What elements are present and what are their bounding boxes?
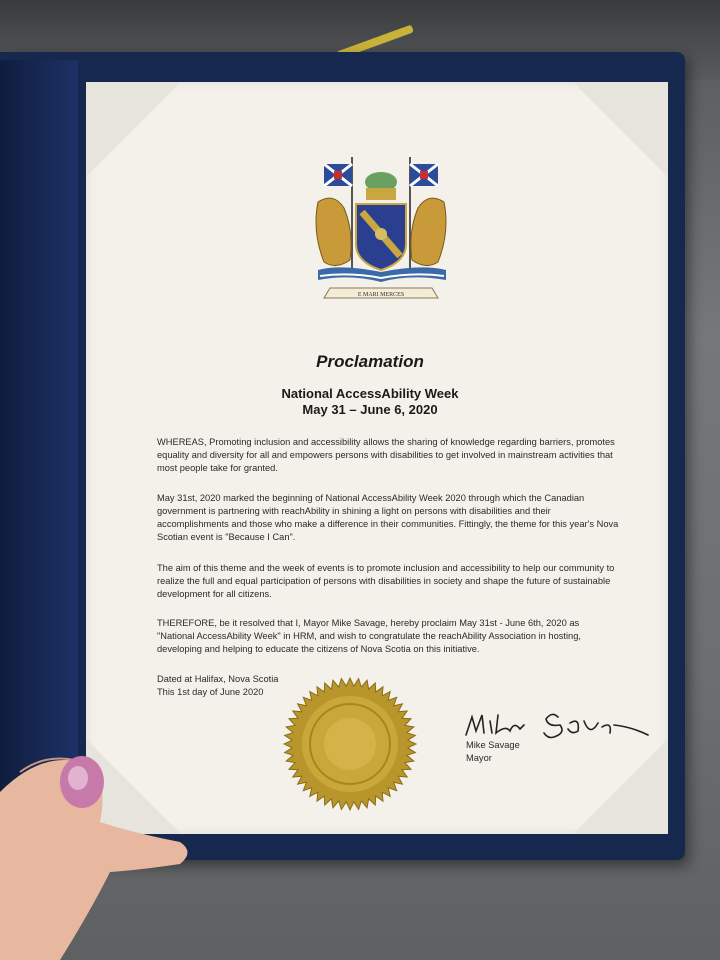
dated-block bbox=[157, 673, 278, 699]
event-dates: May 31 – June 6, 2020 bbox=[302, 402, 438, 417]
coat-of-arms-icon bbox=[310, 152, 452, 304]
paragraph-therefore: THEREFORE, be it resolved that I, Mayor Mike Savage, hereby proclaim May 31st - June 6th, 2020 as "National AccessAbility Week" in HRM, and wish to congratulate the reachAbility Association in hosting, developing and helping to educate the citizens of Nova Scotia on this initiative. bbox=[157, 618, 581, 654]
coat-motto: E MARI MERCES bbox=[357, 292, 405, 298]
event-name: National AccessAbility Week bbox=[281, 386, 459, 401]
paragraph-whereas: WHEREAS, Promoting inclusion and accessibility allows the sharing of knowledge regarding barriers, promotes equality and diversity for all and empowers persons with disabilities to get involved in mainstream activities that most people take for granted. bbox=[157, 437, 615, 473]
photo-corner-top-left bbox=[86, 82, 181, 177]
photo-corner-bottom-right bbox=[573, 739, 668, 834]
photo-corner-top-right bbox=[573, 82, 668, 177]
proclamation-title: Proclamation bbox=[316, 352, 424, 371]
dated-place: Dated at Halifax, Nova Scotia bbox=[157, 674, 279, 684]
signatory-title: Mayor bbox=[466, 753, 492, 763]
signatory-block bbox=[466, 739, 520, 765]
paragraph-aim: The aim of this theme and the week of events is to promote inclusion and accessibility to help our community to realize the full and equal participation of persons with disabilities in society and shape the future of sustainable development for all citizens. bbox=[157, 563, 615, 599]
gold-seal-icon bbox=[282, 676, 418, 812]
dated-day: This 1st day of June 2020 bbox=[157, 687, 264, 697]
folder-left-cover bbox=[0, 60, 78, 855]
paragraph-may-31: May 31st, 2020 marked the beginning of National AccessAbility Week 2020 through which the Canadian government is partnering with reachAbility in shining a light on persons with disabilities and their accomplishments and those who make a difference in their communities. Fittingly, the theme for this year's Nova Scotian event is "Because I Can". bbox=[157, 493, 619, 542]
proclamation-subtitle bbox=[200, 386, 540, 418]
hand-holding-folder bbox=[0, 752, 200, 960]
signatory-name: Mike Savage bbox=[466, 740, 520, 750]
